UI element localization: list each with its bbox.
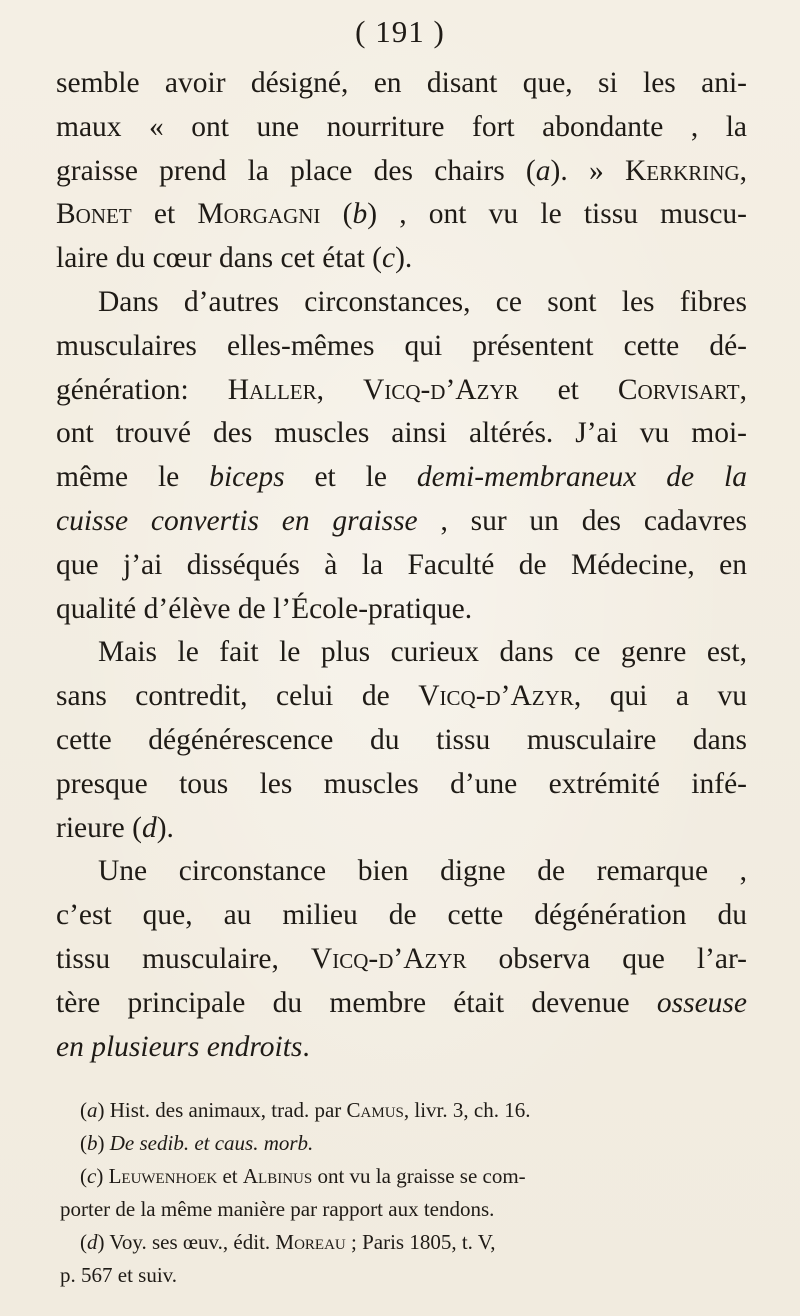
footnote-ref: c <box>381 242 396 275</box>
author-name: Albinus <box>242 1164 313 1188</box>
paragraph-start: Une circonstance bien digne de remarque , <box>98 855 747 888</box>
paragraph-start: Dans d’autres circonstances, ce sont les fibres <box>98 285 747 318</box>
footnote-ref: a <box>535 154 551 187</box>
footnotes <box>60 1094 700 1292</box>
paragraph-start: Mais le fait le plus curieux dans ce genre est, <box>98 636 747 669</box>
footnote: (c) Leuwenhoek et Albinus ont vu la graisse se com- <box>80 1164 526 1188</box>
text-line: musculaires elles-mêmes qui présentent cette dé- <box>56 329 747 362</box>
text-line: Bonet et Morgagni (b) , ont vu le tissu muscu- <box>56 198 748 231</box>
footnote-ref: d <box>141 811 157 844</box>
author-name: Camus <box>346 1098 404 1122</box>
text-line: tère principale du membre était devenue osseuse <box>56 986 747 1019</box>
emphasis-text: demi-membraneux de la <box>416 461 747 494</box>
author-name: Bonet <box>56 198 132 231</box>
author-name: Corvisart <box>617 373 740 406</box>
footnote-ref: b <box>352 198 368 231</box>
text-line: en plusieurs endroits. <box>56 1030 310 1063</box>
text-line: ont trouvé des muscles ainsi altérés. J’ai vu moi- <box>56 417 747 450</box>
emphasis-text: osseuse <box>656 986 747 1019</box>
text-line: maux « ont une nourriture fort abondante , la <box>56 110 747 143</box>
author-name: Haller <box>227 373 317 406</box>
footnote-marker: a <box>87 1098 98 1122</box>
author-name: Moreau <box>275 1230 346 1254</box>
text-line: même le biceps et le demi-membraneux de la <box>56 461 747 494</box>
text-line: génération: Haller, Vicq-d’Azyr et Corvisart, <box>56 373 747 406</box>
author-name: Kerkring <box>625 154 740 187</box>
footnote-continuation: p. 567 et suiv. <box>60 1263 178 1287</box>
footnote-marker: c <box>87 1164 97 1188</box>
emphasis-text: cuisse convertis en graisse <box>56 504 418 537</box>
text-line: qualité d’élève de l’École-pratique. <box>56 592 473 625</box>
text-line: semble avoir désigné, en disant que, si les ani- <box>56 67 747 99</box>
text-line: sans contredit, celui de Vicq-d’Azyr, qui a vu <box>56 680 747 713</box>
author-name: Vicq-d’Azyr <box>363 373 519 406</box>
author-name: Morgagni <box>197 198 321 231</box>
text-line: que j’ai disséqués à la Faculté de Médecine, en <box>56 548 747 581</box>
emphasis-text: en plusieurs endroits <box>56 1030 303 1063</box>
footnote-continuation: porter de la même manière par rapport aux tendons. <box>60 1197 495 1221</box>
footnote: (a) Hist. des animaux, trad. par Camus, livr. 3, ch. 16. <box>80 1098 531 1122</box>
text-line: c’est que, au milieu de cette dégénération du <box>56 899 747 932</box>
text-line: rieure (d). <box>56 811 174 844</box>
text-line: cette dégénérescence du tissu musculaire dans <box>56 723 747 756</box>
author-name: Leuwenhoek <box>108 1164 218 1188</box>
citation-title: De sedib. et caus. morb. <box>109 1131 314 1155</box>
footnote: (d) Voy. ses œuv., édit. Moreau ; Paris 1805, t. V, <box>80 1230 496 1254</box>
author-name: Vicq-d’Azyr <box>418 680 574 713</box>
text-line: presque tous les muscles d’une extrémité infé- <box>56 767 747 800</box>
text-line: graisse prend la place des chairs (a). » Kerkring, <box>56 154 748 187</box>
text-line: cuisse convertis en graisse , sur un des cadavres <box>56 504 747 537</box>
emphasis-text: biceps <box>209 461 285 494</box>
page-number: ( 191 ) <box>355 14 445 49</box>
footnote: (b) De sedib. et caus. morb. <box>80 1131 314 1155</box>
footnote-marker: d <box>87 1230 98 1254</box>
text-line: laire du cœur dans cet état (c). <box>56 242 413 275</box>
footnote-marker: b <box>87 1131 98 1155</box>
body-text <box>56 62 747 1069</box>
text-line: tissu musculaire, Vicq-d’Azyr observa que l’ar- <box>56 942 747 975</box>
author-name: Vicq-d’Azyr <box>310 942 467 975</box>
